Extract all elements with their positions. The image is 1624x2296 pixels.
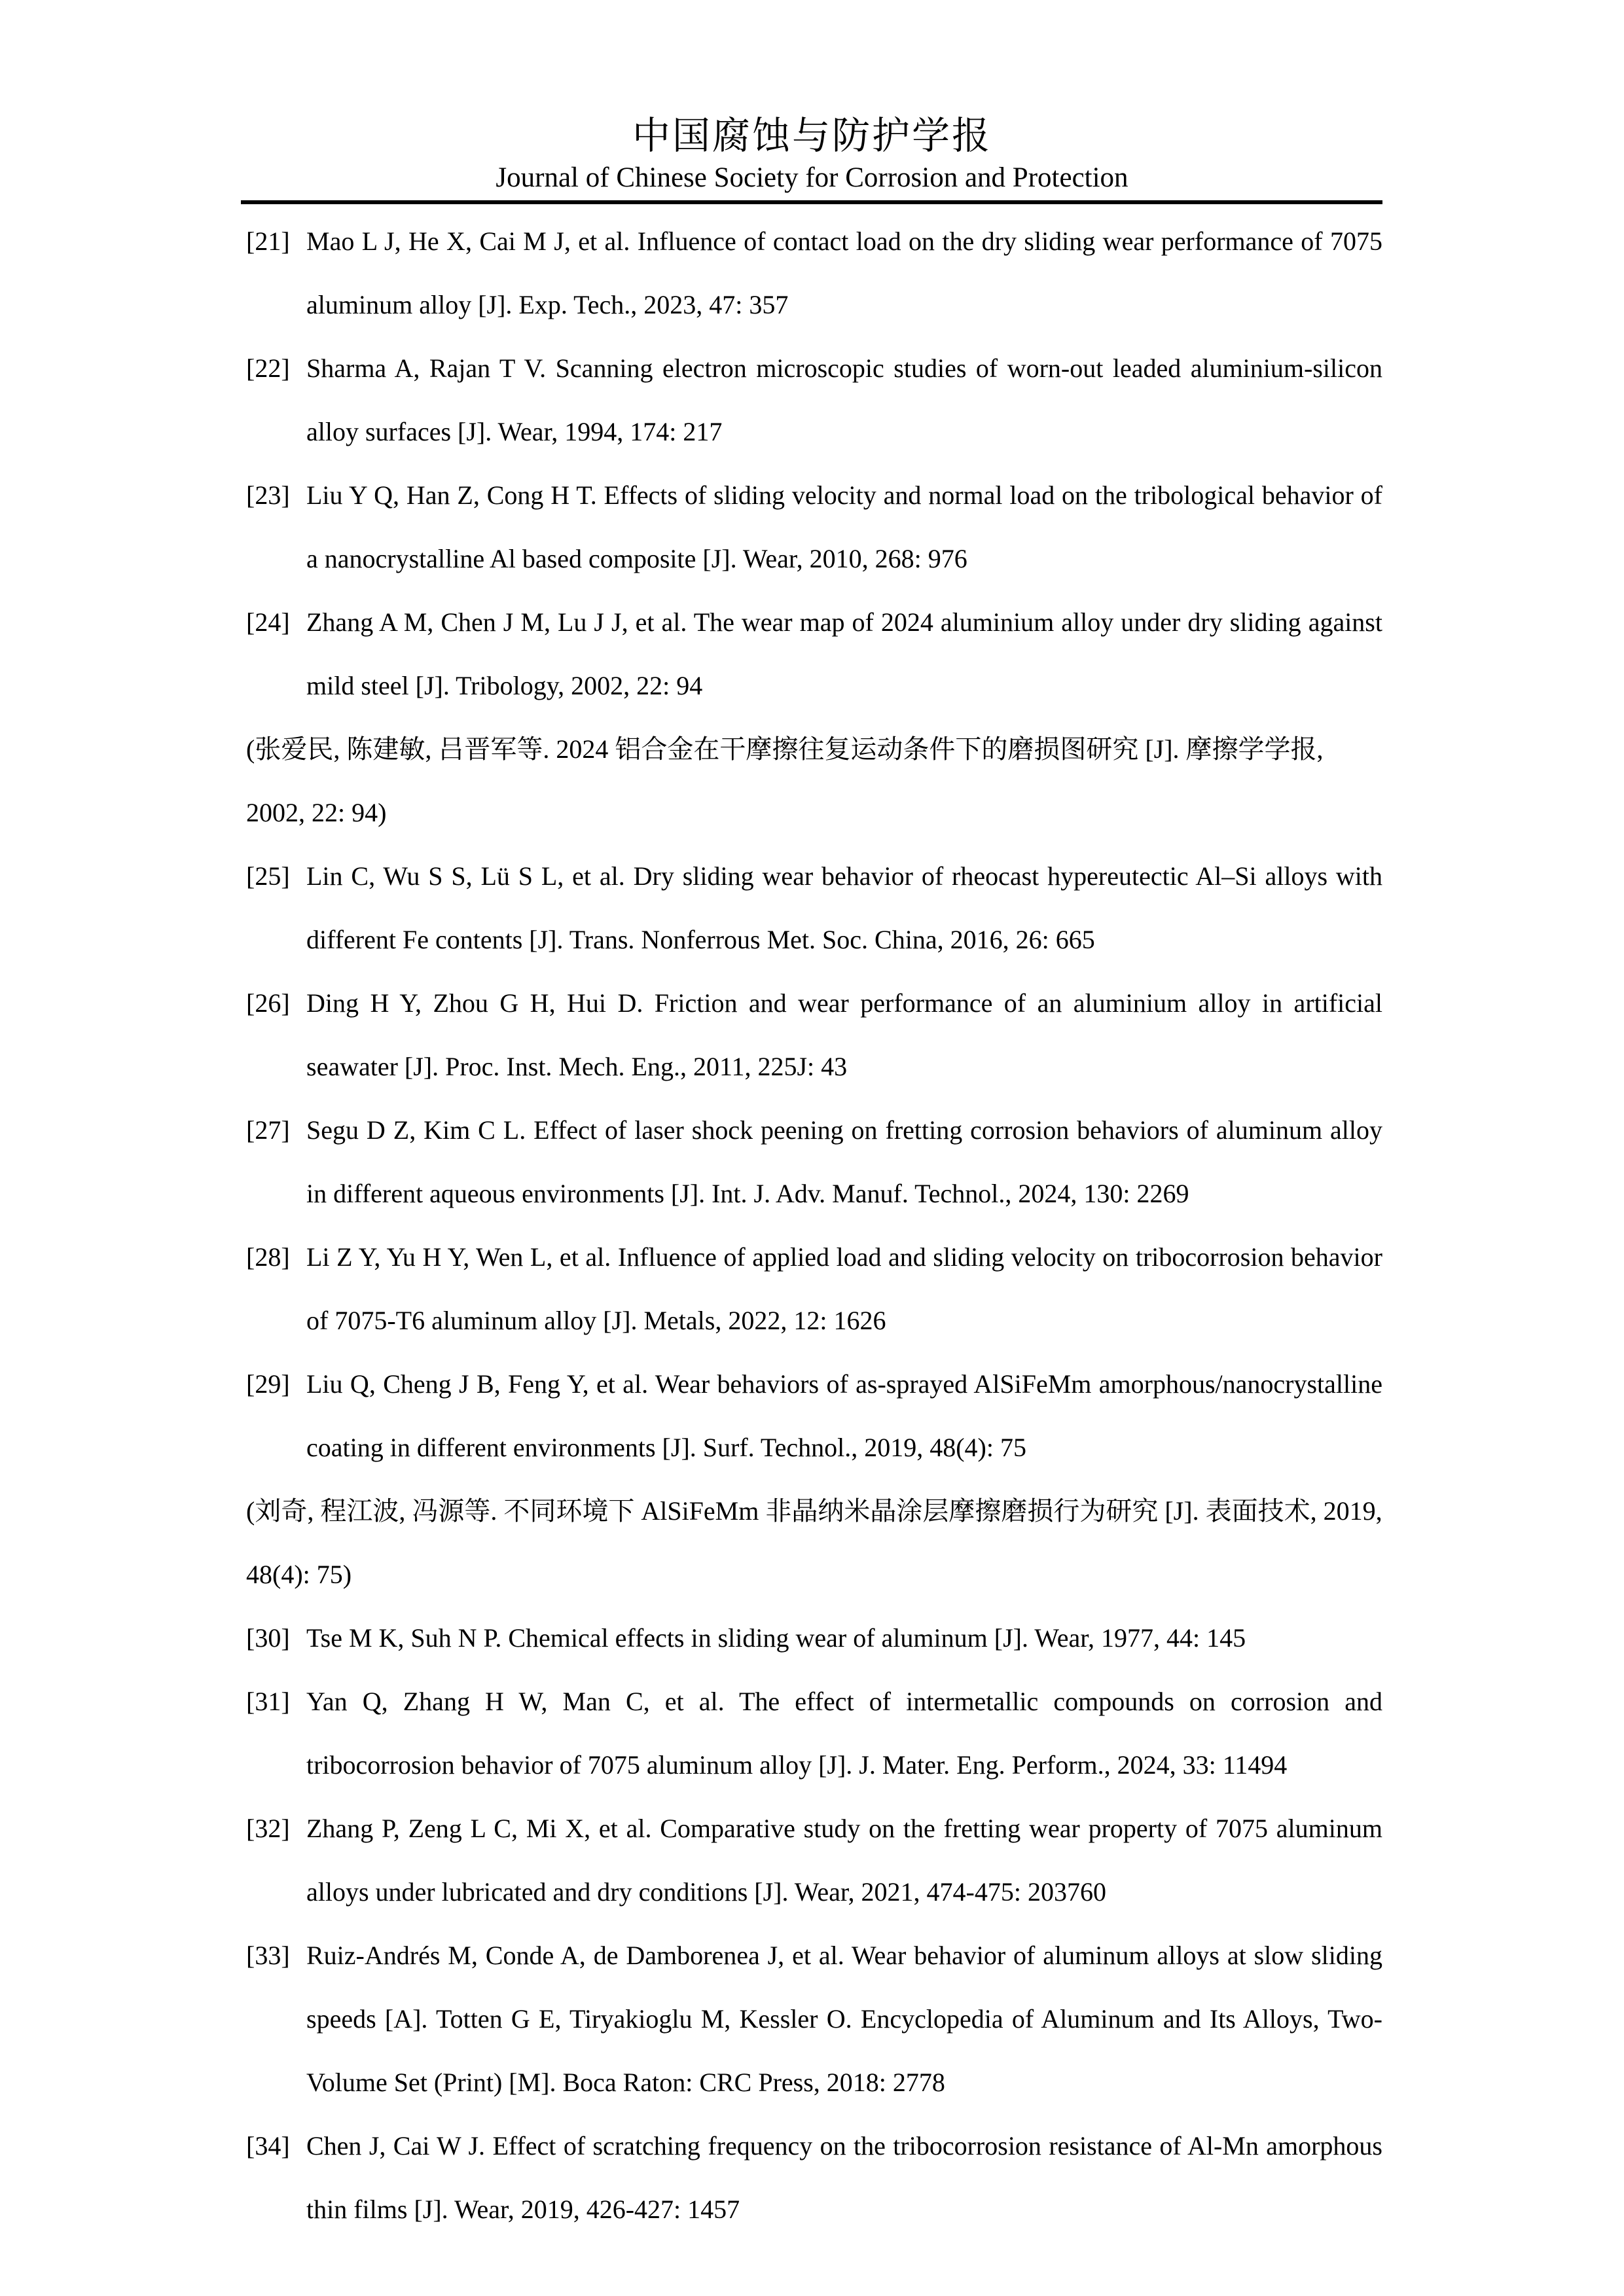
- reference-text: Li Z Y, Yu H Y, Wen L, et al. Influence of applied load and sliding velocity on tribocorrosion behavior of 7075-T6 aluminum alloy [J]. Metals, 2022, 12: 1626: [306, 1242, 1382, 1335]
- reference-number: [34]: [246, 2131, 290, 2161]
- reference-text: Zhang P, Zeng L C, Mi X, et al. Comparative study on the fretting wear property of 7075 aluminum alloys under lubricated and dry conditions [J]. Wear, 2021, 474-475: 203760: [306, 1814, 1382, 1907]
- reference-text: Chen J, Cai W J. Effect of scratching frequency on the tribocorrosion resistance of Al-Mn amorphous thin films [J]. Wear, 2019, 426-427: 1457: [306, 2131, 1382, 2224]
- reference-number: [29]: [246, 1369, 290, 1399]
- reference-item: [246, 463, 1382, 590]
- reference-number: [32]: [246, 1814, 290, 1843]
- reference-text: Tse M K, Suh N P. Chemical effects in sliding wear of aluminum [J]. Wear, 1977, 44: 145: [306, 1623, 1246, 1653]
- page-header: [0, 0, 1624, 195]
- reference-text: Liu Q, Cheng J B, Feng Y, et al. Wear behaviors of as-sprayed AlSiFeMm amorphous/nanocrystalline coating in different environments [J]. Surf. Technol., 2019, 48(4): 75: [306, 1369, 1382, 1462]
- reference-text: Mao L J, He X, Cai M J, et al. Influence of contact load on the dry sliding wear performance of 7075 aluminum alloy [J]. Exp. Tech., 2023, 47: 357: [306, 226, 1382, 319]
- reference-item: [246, 971, 1382, 1098]
- reference-item: [246, 1924, 1382, 2114]
- reference-number: [21]: [246, 226, 290, 256]
- reference-text: Ruiz-Andrés M, Conde A, de Damborenea J, et al. Wear behavior of aluminum alloys at slow sliding speeds [A]. Totten G E, Tiryakioglu M, Kessler O. Encyclopedia of Aluminum and Its Alloys, Two-Volume Set (Print) [M]. Boca Raton: CRC Press, 2018: 2778: [306, 1941, 1382, 2097]
- reference-item: [246, 844, 1382, 971]
- reference-item: [246, 1606, 1382, 1670]
- reference-list: [246, 209, 1382, 2241]
- reference-number: [25]: [246, 861, 290, 891]
- reference-text: Ding H Y, Zhou G H, Hui D. Friction and wear performance of an aluminium alloy in artificial seawater [J]. Proc. Inst. Mech. Eng., 2011, 225J: 43: [306, 988, 1382, 1081]
- reference-number: [22]: [246, 353, 290, 383]
- reference-item: [246, 590, 1382, 717]
- journal-title-english: Journal of Chinese Society for Corrosion and Protection: [496, 162, 1128, 193]
- reference-number: [27]: [246, 1115, 290, 1145]
- reference-item: [246, 336, 1382, 463]
- reference-text: Sharma A, Rajan T V. Scanning electron microscopic studies of worn-out leaded aluminium-silicon alloy surfaces [J]. Wear, 1994, 174: 217: [306, 353, 1382, 446]
- reference-number: [24]: [246, 607, 290, 637]
- journal-title-chinese: 中国腐蚀与防护学报: [632, 115, 992, 157]
- reference-item: [246, 2114, 1382, 2241]
- reference-text: Zhang A M, Chen J M, Lu J J, et al. The wear map of 2024 aluminium alloy under dry sliding against mild steel [J]. Tribology, 2002, 22: 94: [306, 607, 1382, 700]
- reference-item: [246, 1670, 1382, 1797]
- header-rule: [241, 200, 1382, 204]
- reference-item: [246, 1797, 1382, 1924]
- reference-text: Yan Q, Zhang H W, Man C, et al. The effect of intermetallic compounds on corrosion and tribocorrosion behavior of 7075 aluminum alloy [J]. J. Mater. Eng. Perform., 2024, 33: 11494: [306, 1687, 1382, 1780]
- reference-number: [33]: [246, 1941, 290, 1970]
- reference-text: Segu D Z, Kim C L. Effect of laser shock peening on fretting corrosion behaviors of aluminum alloy in different aqueous environments [J]. Int. J. Adv. Manuf. Technol., 2024, 130: 2269: [306, 1115, 1382, 1208]
- reference-item: [246, 1352, 1382, 1479]
- reference-item: [246, 1098, 1382, 1225]
- reference-text: Liu Y Q, Han Z, Cong H T. Effects of sliding velocity and normal load on the tribological behavior of a nanocrystalline Al based composite [J]. Wear, 2010, 268: 976: [306, 480, 1382, 573]
- translation-note: (刘奇, 程江波, 冯源等. 不同环境下 AlSiFeMm 非晶纳米晶涂层摩擦磨损行为研究 [J]. 表面技术, 2019, 48(4): 75): [246, 1496, 1382, 1589]
- reference-item: [246, 1225, 1382, 1352]
- translation-note: (张爱民, 陈建敏, 吕晋军等. 2024 铝合金在干摩擦往复运动条件下的磨损图研究 [J]. 摩擦学学报, 2002, 22: 94): [246, 734, 1324, 827]
- reference-number: [28]: [246, 1242, 290, 1272]
- reference-text: Lin C, Wu S S, Lü S L, et al. Dry sliding wear behavior of rheocast hypereutectic Al–Si alloys with different Fe contents [J]. Trans. Nonferrous Met. Soc. China, 2016, 26: 665: [306, 861, 1382, 954]
- reference-number: [26]: [246, 988, 290, 1018]
- reference-number: [31]: [246, 1687, 290, 1716]
- reference-number: [23]: [246, 480, 290, 510]
- reference-item: [246, 209, 1382, 336]
- reference-number: [30]: [246, 1623, 290, 1653]
